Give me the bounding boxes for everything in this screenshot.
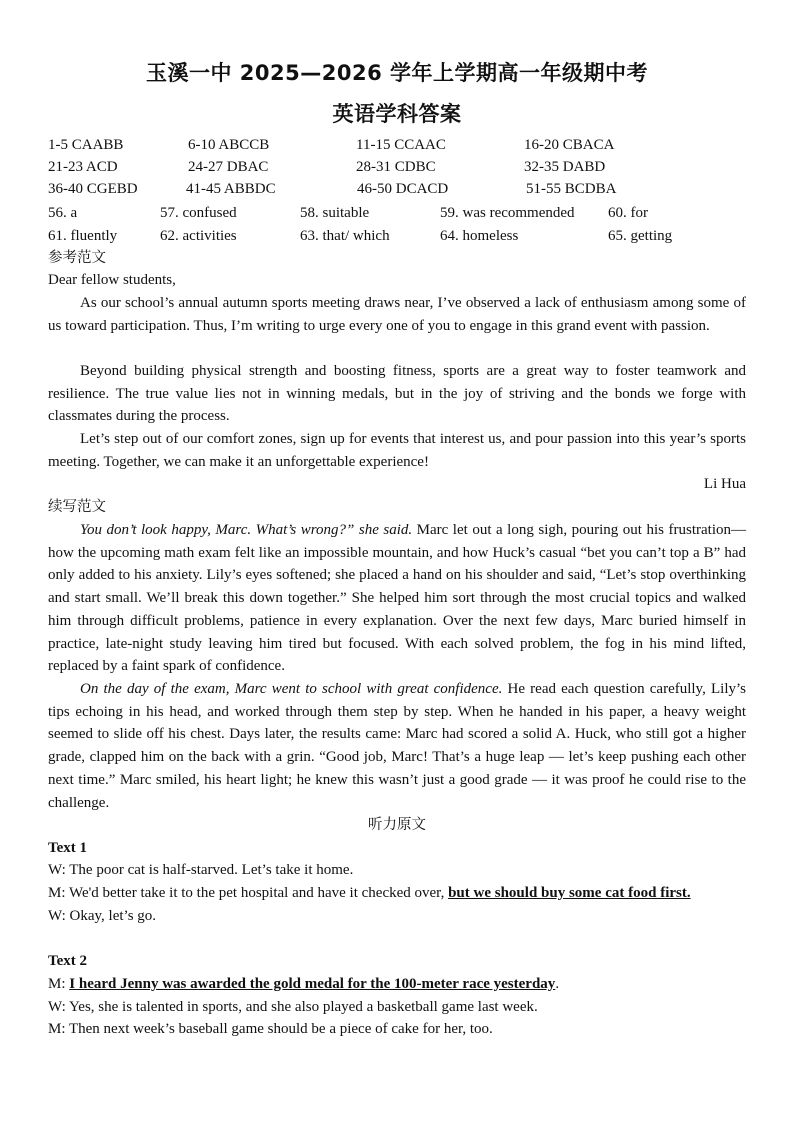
text-label: Text 1 [48,840,88,856]
answer-cell: 60. for [608,205,648,221]
essay-paragraph: Let’s step out of our comfort zones, sign up for events that interest us, and pour passion into this year’s sports meeting. Together, we can make it an unforgettable experience! [48,431,746,470]
dialogue-text: M: We'd better take it to the pet hospital and have it checked over, [48,885,449,901]
answer-cell: 6-10 ABCCB [188,137,270,153]
answer-cell: 58. suitable [300,205,370,221]
answer-cell: 16-20 CBACA [524,137,615,153]
answer-row-3 [48,178,746,200]
paragraph-lead-sentence: You don’t look happy, Marc. What’s wrong?” she said. [80,522,413,538]
answer-cell: 51-55 BCDBA [526,181,617,197]
answer-cell: 24-27 DBAC [188,159,269,175]
letter-greeting: Dear fellow students, [48,272,176,288]
essay-paragraph: As our school’s annual autumn sports meeting draws near, I’ve observed a lack of enthusiasm among some of us toward participation. Thus, I’m writing to urge every one of you to engage in this grand event with passion. [48,295,746,334]
answer-row-4 [48,202,746,224]
section-heading-listening: 听力原文 [368,817,426,833]
letter-signature: Li Hua [703,476,746,492]
dialogue-line [48,882,691,905]
dialogue-line [48,973,559,996]
answer-cell: 59. was recommended [440,205,575,221]
answer-cell: 64. homeless [440,228,519,244]
dialogue-line: W: Okay, let’s go. [48,908,157,924]
key-answer-phrase: I heard Jenny was awarded the gold medal for the 100-meter race yesterday [69,976,556,992]
answer-cell: 46-50 DCACD [357,181,449,197]
answer-cell: 57. confused [160,205,237,221]
dialogue-line: W: The poor cat is half-starved. Let’s take it home. [48,862,354,878]
section-heading-sample-essay: 参考范文 [48,250,106,266]
answer-row-5 [48,225,746,247]
dialogue-line: W: Yes, she is talented in sports, and she also played a basketball game last week. [48,999,538,1015]
answer-cell: 28-31 CDBC [356,159,436,175]
answer-cell: 62. activities [160,228,237,244]
answer-cell: 56. a [48,205,78,221]
paragraph-lead-sentence: On the day of the exam, Marc went to school with great confidence. [80,681,503,697]
text-label: Text 2 [48,953,88,969]
paragraph-body: Marc let out a long sigh, pouring out his frustration—how the upcoming math exam felt like an impossible mountain, and how Huck’s casual “bet you can’t top a B” had only added to his anxiety. Lily’s eyes softened; she placed a hand on his shoulder and said, “Let’s stop overthinking and start small. We’ll break this down together.” She helped him sort through the most crucial topics and walked him through difficult problems, patience in every explanation. Over the next few days, Marc buried himself in practice, late-night study leaving him tired but focused. With each solved problem, the fog in his mind lifted, replaced by a faint spark of confidence. [48,522,746,675]
dialogue-line: M: Then next week’s baseball game should be a piece of cake for her, too. [48,1021,493,1037]
answer-cell: 36-40 CGEBD [48,181,138,197]
answer-cell: 32-35 DABD [524,159,606,175]
section-heading-continuation-essay: 续写范文 [48,499,106,515]
key-answer-phrase: but we should buy some cat food first. [448,885,691,901]
continuation-paragraph [48,519,746,678]
answer-cell: 21-23 ACD [48,159,118,175]
answer-cell: 1-5 CAABB [48,137,124,153]
answer-row-2 [48,156,746,178]
answer-cell: 41-45 ABBDC [186,181,276,197]
answer-cell: 63. that/ which [300,228,390,244]
essay-paragraph: Beyond building physical strength and boosting fitness, sports are a great way to foster teamwork and resilience. The true value lies not in winning medals, but in the joy of striving and the bonds we forge with classmates during the process. [48,363,746,425]
answer-cell: 65. getting [608,228,673,244]
continuation-paragraph [48,678,746,814]
answer-row-1 [48,134,746,156]
paragraph-body: He read each question carefully, Lily’s tips echoing in his head, and worked through them step by step. When he handed in his paper, a heavy weight seemed to slide off his chest. Days later, the results came: Marc had scored a solid A. Huck, who still got a higher grade, clapped him on the back with a grin. “Good job, Marc! That’s a huge leap — let’s keep pushing each other next time.” Marc smiled, his heart light; he knew this wasn’t just a good grade — it was proof he could rise to the challenge. [48,681,746,811]
document-subtitle: 英语学科答案 [332,102,462,126]
dialogue-text: . [555,976,560,992]
speaker-prefix: M: [48,976,70,992]
answer-cell: 61. fluently [48,228,118,244]
answer-cell: 11-15 CCAAC [356,137,446,153]
document-title: 玉溪一中 2025—2026 学年上学期高一年级期中考 [145,61,648,85]
